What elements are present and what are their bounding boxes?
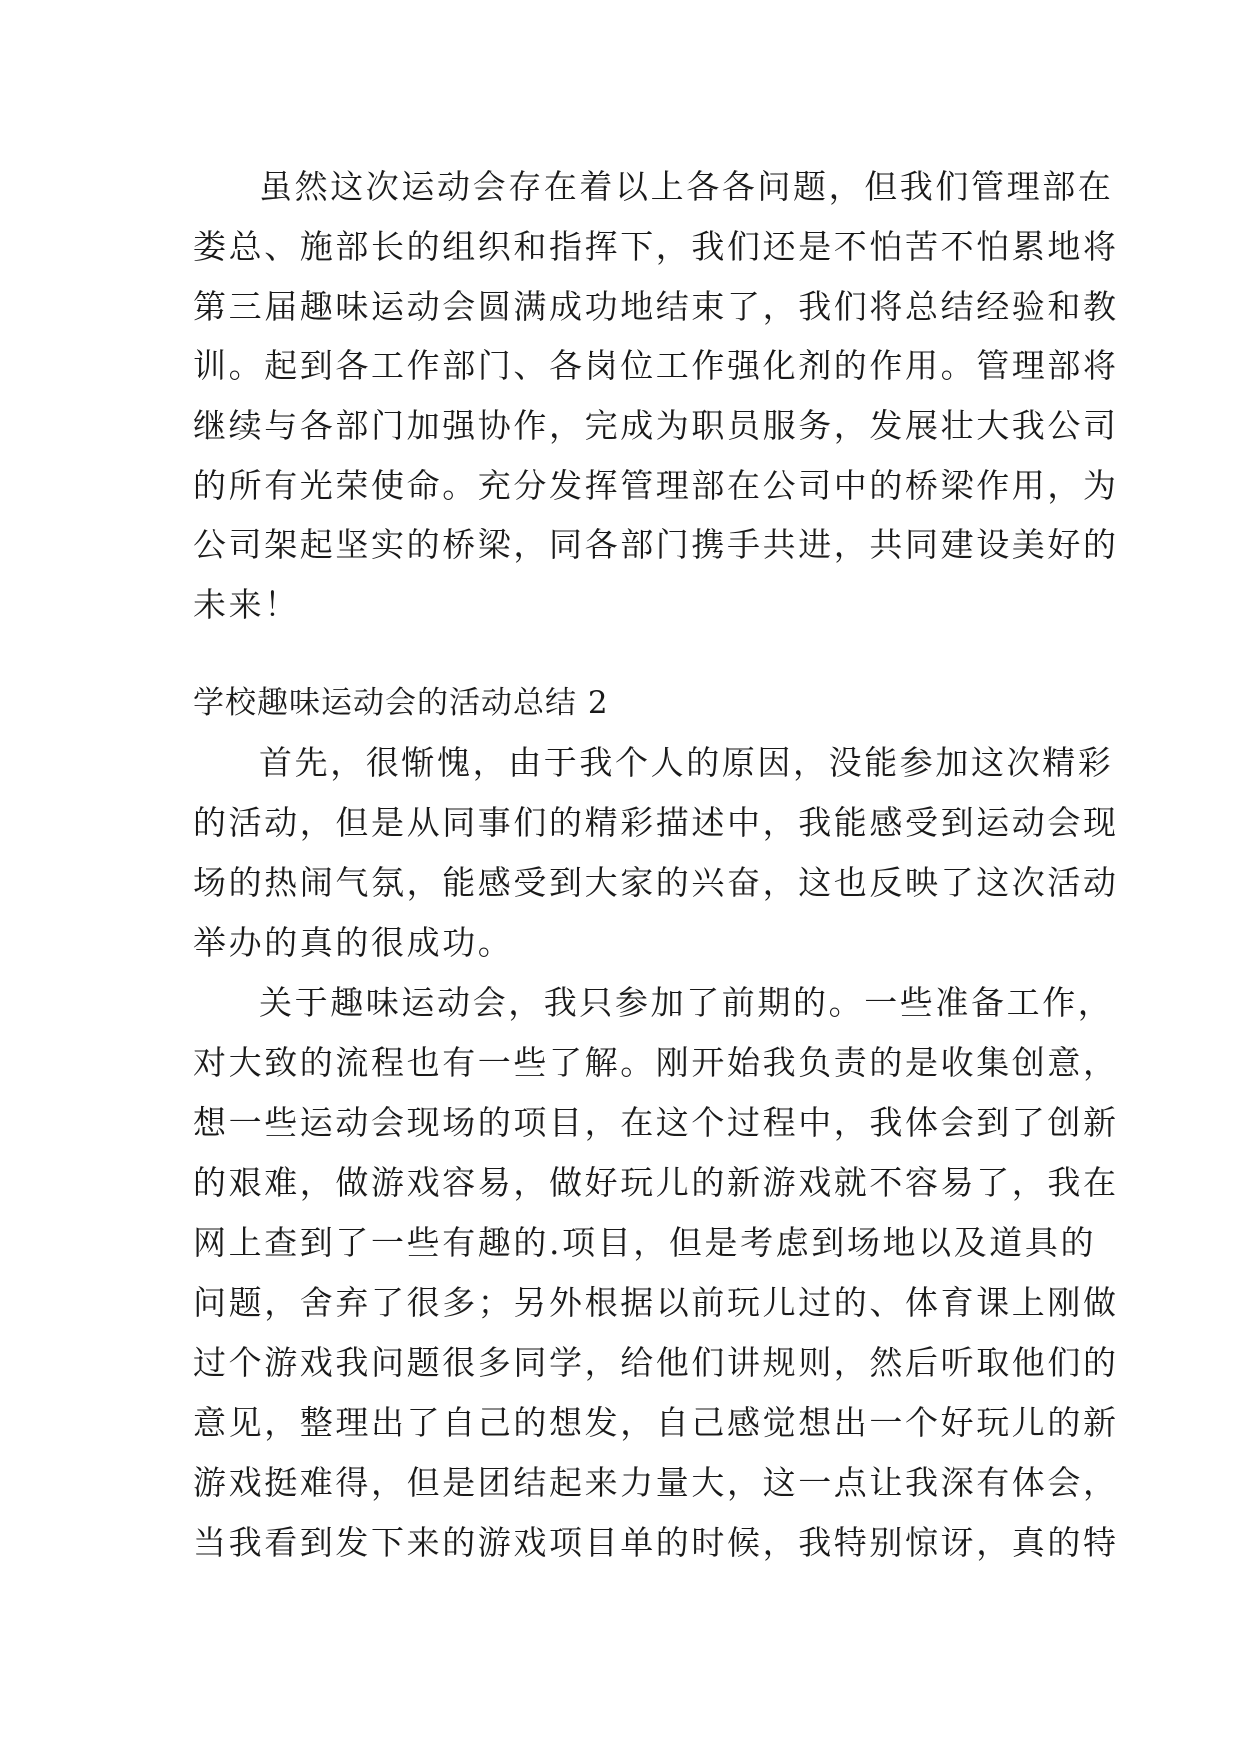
paragraph-2-line-3: 场的热闹气氛，能感受到大家的兴奋，这也反映了这次活动 bbox=[193, 863, 1119, 902]
paragraph-3-line-2: 对大致的流程也有一些了解。刚开始我负责的是收集创意， bbox=[193, 1043, 1119, 1082]
paragraph-1-line-3: 第三届趣味运动会圆满成功地结束了，我们将总结经验和教 bbox=[193, 287, 1119, 326]
paragraph-3-line-6: 问题，舍弃了很多；另外根据以前玩儿过的、体育课上刚做 bbox=[193, 1283, 1119, 1322]
paragraph-2-line-2: 的活动，但是从同事们的精彩描述中，我能感受到运动会现 bbox=[193, 803, 1119, 842]
paragraph-3-line-10: 当我看到发下来的游戏项目单的时候，我特别惊讶，真的特 bbox=[193, 1523, 1119, 1562]
paragraph-3-line-1: 关于趣味运动会，我只参加了前期的。一些准备工作， bbox=[259, 983, 1114, 1022]
paragraph-3-line-5: 网上查到了一些有趣的.项目，但是考虑到场地以及道具的 bbox=[193, 1223, 1097, 1262]
paragraph-3-line-9: 游戏挺难得，但是团结起来力量大，这一点让我深有体会， bbox=[193, 1463, 1119, 1502]
paragraph-1-line-7: 公司架起坚实的桥梁，同各部门携手共进，共同建设美好的 bbox=[193, 525, 1119, 564]
paragraph-3-line-3: 想一些运动会现场的项目，在这个过程中，我体会到了创新 bbox=[193, 1103, 1119, 1142]
paragraph-1-line-5: 继续与各部门加强协作，完成为职员服务，发展壮大我公司 bbox=[193, 406, 1119, 445]
paragraph-2-line-1: 首先，很惭愧，由于我个人的原因，没能参加这次精彩 bbox=[259, 743, 1114, 782]
paragraph-1-line-4: 训。起到各工作部门、各岗位工作强化剂的作用。管理部将 bbox=[193, 346, 1119, 385]
paragraph-3-line-7: 过个游戏我问题很多同学，给他们讲规则，然后听取他们的 bbox=[193, 1343, 1119, 1382]
section-title: 学校趣味运动会的活动总结 2 bbox=[193, 685, 609, 721]
paragraph-3-line-4: 的艰难，做游戏容易，做好玩儿的新游戏就不容易了，我在 bbox=[193, 1163, 1119, 1202]
paragraph-1-line-6: 的所有光荣使命。充分发挥管理部在公司中的桥梁作用，为 bbox=[193, 466, 1119, 505]
paragraph-1-line-1: 虽然这次运动会存在着以上各各问题，但我们管理部在 bbox=[259, 167, 1114, 206]
paragraph-1-line-8: 未来！ bbox=[193, 585, 300, 624]
paragraph-2-line-4: 举办的真的很成功。 bbox=[193, 923, 514, 962]
paragraph-3-line-8: 意见，整理出了自己的想发，自己感觉想出一个好玩儿的新 bbox=[193, 1403, 1119, 1442]
paragraph-1-line-2: 娄总、施部长的组织和指挥下，我们还是不怕苦不怕累地将 bbox=[193, 227, 1119, 266]
